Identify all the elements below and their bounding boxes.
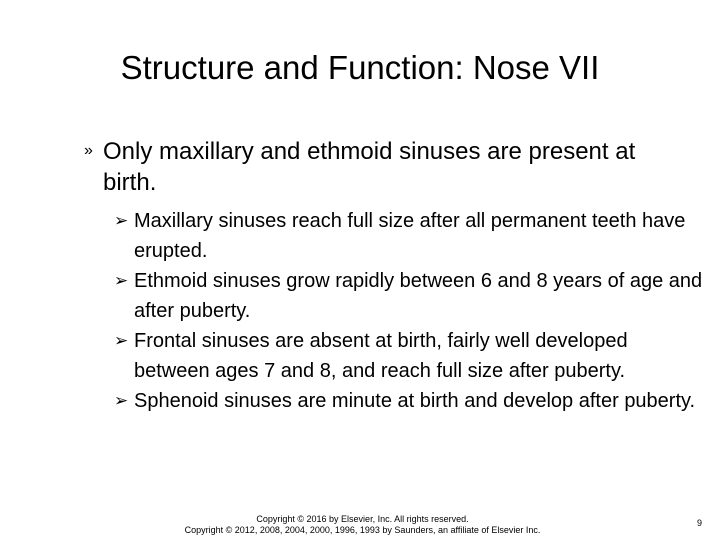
sub-bullet xyxy=(114,266,704,326)
slide-number: 9 xyxy=(697,518,703,528)
sub-bullet-text: Frontal sinuses are absent at birth, fairly well developed between ages 7 and 8, and reach full size after puberty. xyxy=(134,330,628,382)
sub-bullet xyxy=(114,206,704,266)
sub-bullet xyxy=(114,386,704,416)
main-bullet-text: Only maxillary and ethmoid sinuses are present at birth. xyxy=(103,138,636,196)
arrowhead-bullet-icon: ➢ xyxy=(114,271,129,290)
double-right-arrow-icon: » xyxy=(84,142,93,159)
slide-title: Structure and Function: Nose VII xyxy=(120,49,600,86)
copyright-line: Copyright © 2012, 2008, 2004, 2000, 1996, 1993 by Saunders, an affiliate of Elsevier Inc. xyxy=(184,525,541,535)
arrowhead-bullet-icon: ➢ xyxy=(114,331,129,350)
arrowhead-bullet-icon: ➢ xyxy=(114,391,129,410)
sub-bullet-text: Ethmoid sinuses grow rapidly between 6 and 8 years of age and after puberty. xyxy=(134,270,703,322)
footer-copyright xyxy=(150,514,575,536)
sub-bullet-list xyxy=(114,206,704,416)
sub-bullet xyxy=(114,326,704,386)
copyright-line: Copyright © 2016 by Elsevier, Inc. All rights reserved. xyxy=(256,514,469,524)
arrowhead-bullet-icon: ➢ xyxy=(114,211,129,230)
sub-bullet-text: Maxillary sinuses reach full size after all permanent teeth have erupted. xyxy=(134,210,686,262)
sub-bullet-text: Sphenoid sinuses are minute at birth and develop after puberty. xyxy=(134,390,696,412)
